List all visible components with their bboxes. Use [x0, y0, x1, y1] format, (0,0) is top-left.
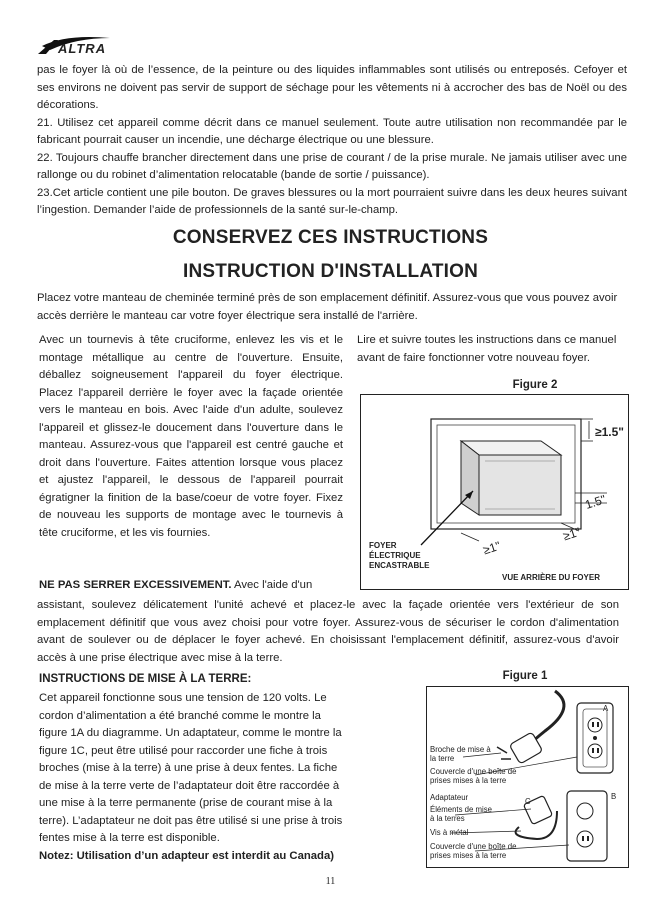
tag-c: C	[525, 797, 531, 806]
para-1: pas le foyer là où de l’essence, de la peinture ou des liquides inflammables sont utilisés ou entreposés. Cefoyer et ses environs ne doivent pas servir de support de séchage pour les vêtements ni à accrocher des bas de Noël ou des décorations.	[37, 64, 627, 111]
item-22: 22. Toujours chauffe brancher directement dans une prise de courant / de la prise murale. Ne jamais utiliser avec une rallonge ou du robinet d’alimentation relocatable (bande de sortie / puissance).	[37, 151, 627, 181]
page-number: 11	[325, 876, 336, 887]
install-steps: Avec un tournevis à tête cruciforme, enlevez les vis et le montage métallique au centre de l'ouverture. Ensuite, déballez soigneusement l'appareil du foyer électrique. Placez l'appareil derrière le foyer avec la façade orientée vers le manteau en bois. Avec l'aide d'un adulte, soulevez l'appareil et glissez-le doucement dans l'ouverture dans le manteau. Assurez-vous que l'appareil est centré gauche et droit dans l'ouverture. Faites attention lorsque vous placez et ajustez l'appareil, le dessous de l'appareil pourrait égratigner la finition de la base/coeur de votre foyer. Fixez de nouveau les supports de montage avec le tournevis à tête cruciforme, et les vis fournies.	[39, 334, 343, 539]
figure-2	[360, 394, 629, 590]
warning-bold: NE PAS SERRER EXCESSIVEMENT.	[39, 579, 232, 591]
top-text	[37, 62, 627, 220]
heading-install: INSTRUCTION D'INSTALLATION	[182, 261, 479, 282]
item-23: 23.Cet article contient une pile bouton. De graves blessures ou la mort pourraient suivre dans les deux heures suivant l’ingestion. Demander l’aide de professionnels de la santé sur-le-champ.	[37, 186, 627, 216]
label-couvercle-1: Couvercle d'une boîte de prises mises à la terre	[430, 767, 517, 785]
install-intro: Placez votre manteau de cheminée terminé près de son emplacement définitif. Assurez-vous que vous pouvez avoir accès derrière le manteau car votre foyer électrique sera installé de l'arrière.	[37, 292, 618, 322]
dim-top: ≥1.5"	[595, 425, 624, 439]
figure-1	[426, 686, 629, 868]
label-adaptateur: Adaptateur	[430, 793, 469, 802]
label-rear-view: VUE ARRIÈRE DU FOYER	[502, 573, 600, 582]
grounding-body: Cet appareil fonctionne sous une tension de 120 volts. Le cordon d’alimentation a été branché comme le montre la figure 1A du diagramme. Un adaptateur, comme le montre la figure 1C, peut être utilisé pour raccorder une fiche à trois broches (mise à la terre) à une prise à deux fentes. La fiche de mise à la terre verte de l’adaptateur doit être raccordée à une mise à la terre permanente (prise de courant mise à la terre). L’adaptateur ne doit pas être utilisé si une prise à trois fentes mise à la terre est disponible.	[39, 692, 343, 844]
dim-side: 1.5"	[583, 492, 608, 512]
label-elements: Éléments de mise à la terres	[430, 805, 492, 823]
label-foyer: FOYER ÉLECTRIQUE ENCASTRABLE	[369, 541, 430, 570]
logo-text: ALTRA	[58, 41, 107, 56]
label-couvercle-2: Couvercle d'une boîte de prises mises à la terre	[430, 842, 517, 860]
figure-2-title: Figure 2	[512, 379, 558, 391]
figure-1-title: Figure 1	[502, 670, 548, 682]
label-vis: Vis à métal	[430, 828, 469, 837]
label-broche: Broche de mise à la terre	[430, 745, 491, 763]
read-instructions: Lire et suivre toutes les instructions dans ce manuel avant de faire fonctionner votre nouveau foyer.	[357, 334, 617, 364]
brand-logo	[36, 32, 114, 58]
warning-first-line	[39, 577, 344, 595]
dim-bottom-right: ≥1"	[561, 524, 583, 544]
warning-first: Avec l'aide d'un	[234, 579, 313, 591]
heading-conserve: CONSERVEZ CES INSTRUCTIONS	[172, 227, 489, 248]
dim-bottom-left: ≥1"	[481, 538, 503, 558]
grounding-note: Notez: Utilisation d’un adapteur est interdit au Canada)	[39, 850, 334, 862]
grounding-heading: INSTRUCTIONS DE MISE À LA TERRE:	[39, 673, 252, 685]
tag-b: B	[611, 792, 617, 801]
tag-a: A	[603, 704, 609, 713]
warning-rest: assistant, soulevez délicatement l'unité achevé et placez-le avec la façade orientée vers l'extérieur de son emplacement définitif que vous avez choisi pour votre foyer. Assurez-vous de sécuriser le cordon d'alimentation avant de soulever ou de déplacer le foyer achevé. En choisissant l'emplacement définitif, assurez-vous d'avoir accès à une prise électrique avec mise à la terre.	[37, 599, 619, 664]
item-21: 21. Utilisez cet appareil comme décrit dans ce manuel seulement. Toute autre utilisation non recommandée par le fabricant pourrait causer un incendie, une décharge électrique ou une blessure.	[37, 116, 627, 146]
